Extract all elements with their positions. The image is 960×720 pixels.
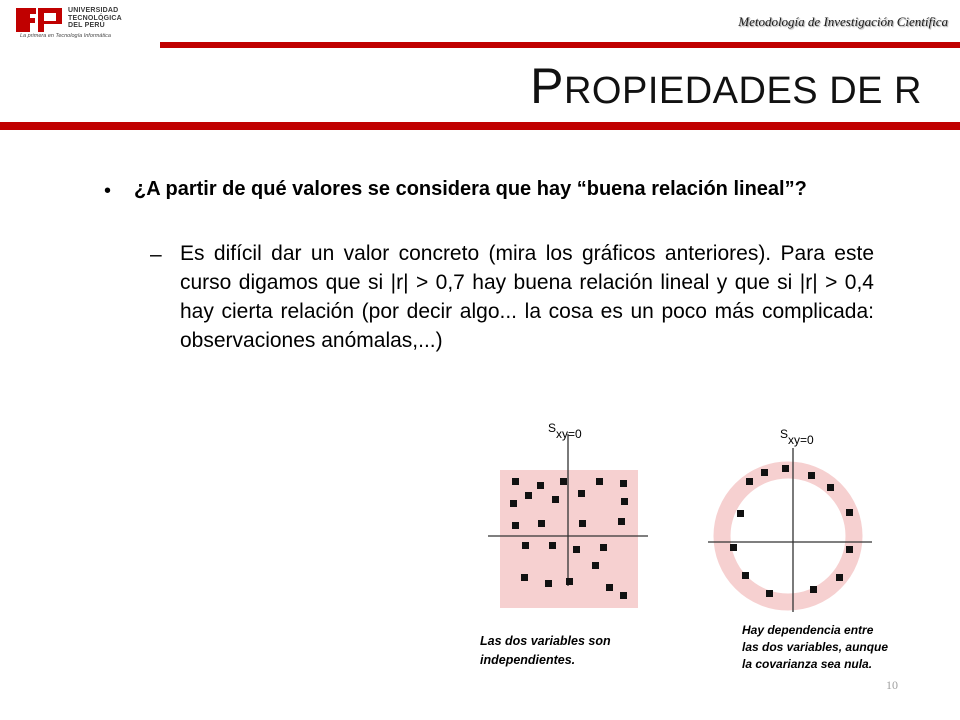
university-name bbox=[68, 7, 122, 30]
point bbox=[537, 482, 544, 489]
utp-logo-icon bbox=[14, 4, 66, 36]
point bbox=[538, 520, 545, 527]
point bbox=[737, 510, 744, 517]
ring-region bbox=[722, 470, 854, 602]
logo-tagline: La primera en Tecnología Informática bbox=[20, 33, 111, 39]
left-panel-label: Sxy=0 bbox=[548, 421, 582, 441]
point bbox=[510, 500, 517, 507]
point bbox=[730, 544, 737, 551]
course-title: Metodología de Investigación Científica bbox=[738, 14, 948, 29]
covariance-figure bbox=[480, 412, 940, 688]
point bbox=[566, 578, 573, 585]
point bbox=[573, 546, 580, 553]
point bbox=[836, 574, 843, 581]
point bbox=[827, 484, 834, 491]
square-region bbox=[500, 470, 638, 608]
point bbox=[521, 574, 528, 581]
point bbox=[525, 492, 532, 499]
page-number: 10 bbox=[886, 678, 898, 692]
point bbox=[552, 496, 559, 503]
point bbox=[600, 544, 607, 551]
caption-line: independientes. bbox=[480, 653, 576, 667]
title-initial: P bbox=[530, 58, 564, 114]
caption-line: Las dos variables son bbox=[480, 634, 611, 648]
point bbox=[560, 478, 567, 485]
caption-line: Hay dependencia entre bbox=[742, 623, 874, 637]
scatter-diagrams bbox=[480, 412, 940, 622]
point bbox=[618, 518, 625, 525]
point bbox=[766, 590, 773, 597]
slide-title bbox=[530, 56, 922, 121]
title-rule bbox=[0, 122, 960, 130]
point bbox=[620, 480, 627, 487]
point bbox=[621, 498, 628, 505]
university-logo bbox=[14, 4, 164, 40]
header-rule bbox=[160, 42, 960, 48]
point bbox=[596, 478, 603, 485]
right-panel-label: Sxy=0 bbox=[780, 427, 814, 447]
point bbox=[606, 584, 613, 591]
left-caption bbox=[480, 632, 690, 670]
sub-bullet-answer: Es difícil dar un valor concreto (mira los gráficos anteriores). Para este curso digamos que si |r| > 0,7 hay buena relación lineal y que si |r| > 0,4 hay cierta relación (por decir algo... la cosa es un poco más complicada: observaciones anómalas,...) bbox=[180, 242, 874, 352]
university-line: UNIVERSIDAD bbox=[68, 7, 119, 14]
caption-line: la covarianza sea nula. bbox=[742, 657, 873, 671]
point bbox=[782, 465, 789, 472]
right-caption bbox=[742, 622, 942, 673]
point bbox=[522, 542, 529, 549]
point bbox=[620, 592, 627, 599]
caption-line: las dos variables, aunque bbox=[742, 640, 889, 654]
point bbox=[545, 580, 552, 587]
point bbox=[761, 469, 768, 476]
point bbox=[808, 472, 815, 479]
point bbox=[742, 572, 749, 579]
title-rest: ROPIEDADES DE R bbox=[563, 70, 922, 112]
point bbox=[579, 520, 586, 527]
point bbox=[578, 490, 585, 497]
sub-bullet-marker: – bbox=[150, 243, 162, 266]
university-line: TECNOLÓGICA bbox=[68, 14, 122, 22]
point bbox=[846, 509, 853, 516]
point bbox=[810, 586, 817, 593]
university-line: DEL PERÚ bbox=[68, 22, 105, 29]
point bbox=[746, 478, 753, 485]
point bbox=[846, 546, 853, 553]
point bbox=[512, 522, 519, 529]
point bbox=[592, 562, 599, 569]
point bbox=[512, 478, 519, 485]
bullet-marker: • bbox=[104, 180, 112, 202]
point bbox=[549, 542, 556, 549]
bullet-question: ¿A partir de qué valores se considera que hay “buena relación lineal”? bbox=[134, 178, 807, 200]
